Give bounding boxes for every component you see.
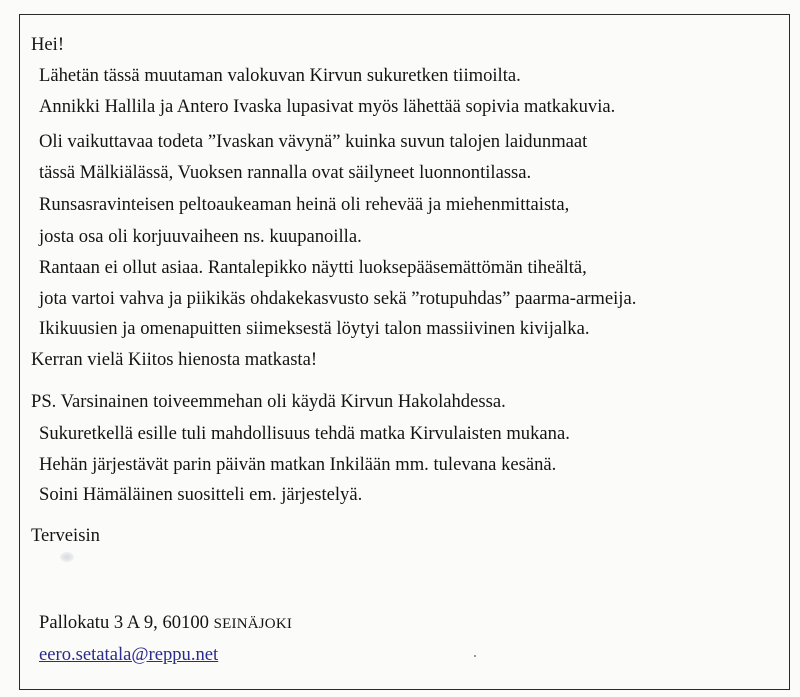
body-line: josta osa oli korjuuvaiheen ns. kuupanoilla. [39, 226, 362, 247]
thanks-line: Kerran vielä Kiitos hienosta matkasta! [31, 349, 318, 370]
ps-line: PS. Varsinainen toiveemmehan oli käydä Kirvun Hakolahdessa. [31, 391, 506, 412]
ps-line: Hehän järjestävät parin päivän matkan Inkilään mm. tulevana kesänä. [39, 454, 557, 475]
scan-speck [474, 655, 476, 657]
body-line: Ikikuusien ja omenapuitten siimeksestä löytyi talon massiivinen kivijalka. [39, 318, 590, 339]
greeting: Hei! [31, 34, 65, 55]
address-line [39, 614, 292, 633]
ps-line: Sukuretkellä esille tuli mahdollisuus tehdä matka Kirvulaisten mukana. [39, 423, 570, 444]
body-line: jota vartoi vahva ja piikikäs ohdakekasvusto sekä ”rotupuhdas” paarma-armeija. [39, 288, 637, 309]
body-line: Lähetän tässä muutaman valokuvan Kirvun sukuretken tiimoilta. [39, 65, 521, 86]
city-name: SEINÄJOKI [213, 616, 293, 632]
street-address: Pallokatu 3 A 9, 60100 [39, 612, 209, 633]
signature-mark [60, 552, 74, 562]
closing: Terveisin [31, 525, 100, 546]
body-line: Runsasravinteisen peltoaukeaman heinä oli rehevää ja miehenmittaista, [39, 194, 570, 215]
email-link[interactable]: eero.setatala@reppu.net [39, 644, 219, 665]
body-line: Rantaan ei ollut asiaa. Rantalepikko näytti luoksepääsemättömän tiheältä, [39, 257, 587, 278]
body-line: Oli vaikuttavaa todeta ”Ivaskan vävynä” kuinka suvun talojen laidunmaat [39, 131, 588, 152]
body-line: Annikki Hallila ja Antero Ivaska lupasivat myös lähettää sopivia matkakuvia. [39, 96, 616, 117]
body-line: tässä Mälkiälässä, Vuoksen rannalla ovat säilyneet luonnontilassa. [39, 162, 532, 183]
ps-line: Soini Hämäläinen suositteli em. järjestelyä. [39, 484, 363, 505]
